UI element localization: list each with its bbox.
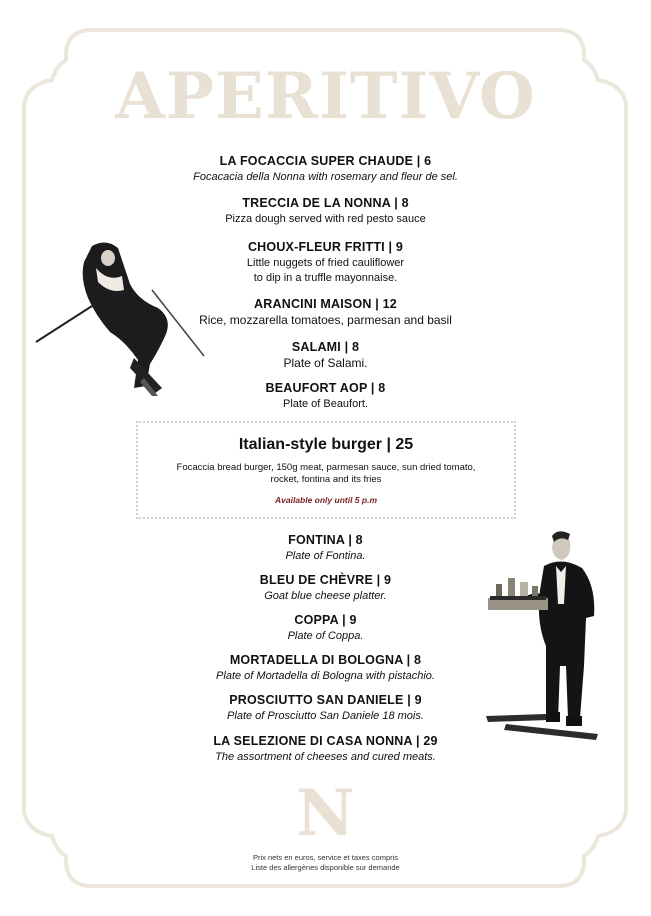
item-name: PROSCIUTTO SAN DANIELE | 9 xyxy=(229,693,422,707)
footer-notes xyxy=(0,853,651,872)
brand-logo-icon: N xyxy=(296,776,355,851)
menu-item xyxy=(150,693,501,723)
menu-item xyxy=(150,734,501,764)
footer-price-note: Prix nets en euros, service et taxes compris xyxy=(252,853,399,862)
item-description: Plate of Beaufort. xyxy=(283,398,368,410)
item-name: TRECCIA DE LA NONNA | 8 xyxy=(242,196,409,210)
item-name: CHOUX-FLEUR FRITTI | 9 xyxy=(247,240,404,254)
menu-item xyxy=(150,653,501,683)
menu-item xyxy=(150,573,501,603)
item-name: MORTADELLA DI BOLOGNA | 8 xyxy=(229,653,422,667)
item-description: Goat blue cheese platter. xyxy=(264,590,387,602)
item-name: ARANCINI MAISON | 12 xyxy=(254,297,397,311)
item-description: Plate of Fontina. xyxy=(285,550,366,562)
featured-item-name: Italian-style burger | 25 xyxy=(238,436,414,453)
menu-title: APERITIVO xyxy=(115,59,536,134)
item-description: The assortment of cheeses and cured meats. xyxy=(215,751,436,763)
item-name: FONTINA | 8 xyxy=(288,533,363,547)
item-description: Rice, mozzarella tomatoes, parmesan and basil xyxy=(199,313,452,327)
featured-item-availability-note: Available only until 5 p.m xyxy=(274,495,378,505)
item-description: Plate of Salami. xyxy=(283,356,368,370)
item-description: Plate of Prosciutto San Daniele 18 mois. xyxy=(227,710,424,722)
item-description: Plate of Coppa. xyxy=(287,630,364,642)
item-name: BEAUFORT AOP | 8 xyxy=(265,381,386,395)
featured-item-description: Focaccia bread burger, 150g meat, parmesan sauce, sun dried tomato, rocket, fontina and its fries xyxy=(176,462,476,485)
menu-item xyxy=(150,613,501,643)
item-description: Focacacia della Nonna with rosemary and fleur de sel. xyxy=(193,171,458,183)
item-name: LA FOCACCIA SUPER CHAUDE | 6 xyxy=(219,154,432,168)
menu-item xyxy=(150,533,501,563)
item-description-line-2: to dip in a truffle mayonnaise. xyxy=(253,272,398,284)
item-name: SALAMI | 8 xyxy=(291,340,360,354)
item-name: BLEU DE CHÈVRE | 9 xyxy=(259,573,392,587)
item-name: COPPA | 9 xyxy=(294,613,357,627)
item-description: Little nuggets of fried cauliflower xyxy=(246,257,405,269)
footer-allergen-note: Liste des allergènes disponible sur demande xyxy=(251,862,400,872)
item-name: LA SELEZIONE DI CASA NONNA | 29 xyxy=(213,734,438,748)
item-description: Pizza dough served with red pesto sauce xyxy=(225,213,426,225)
item-description: Plate of Mortadella di Bologna with pistachio. xyxy=(216,670,435,682)
waiter-illustration xyxy=(486,526,602,740)
